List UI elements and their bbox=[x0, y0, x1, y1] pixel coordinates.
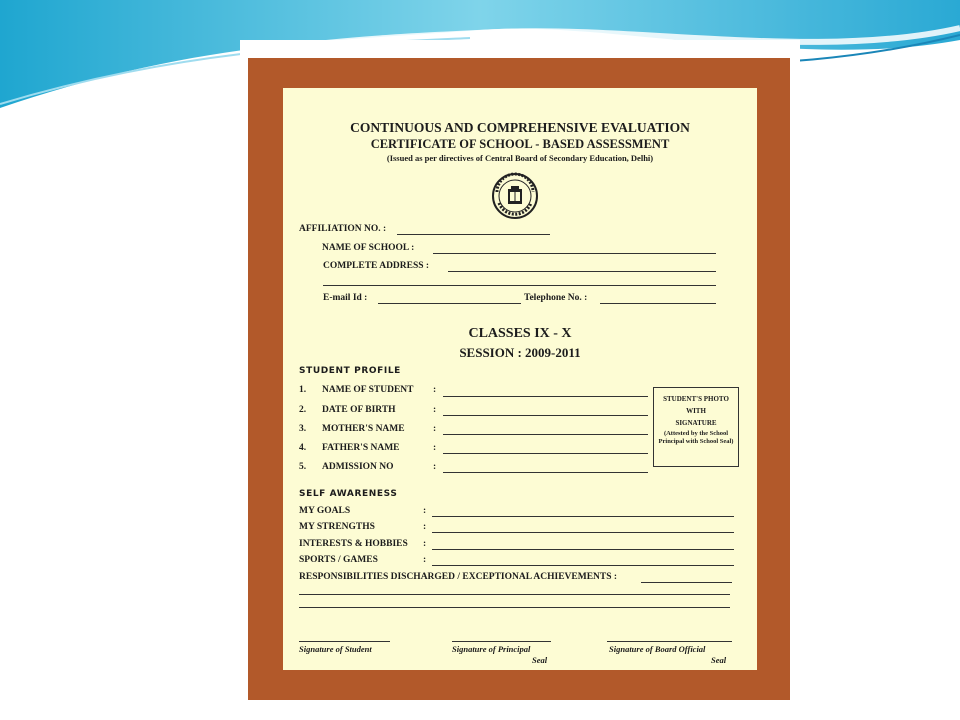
telephone-label: Telephone No. : bbox=[524, 293, 588, 303]
student-profile-heading: STUDENT PROFILE bbox=[299, 366, 401, 376]
principal-signature-label: Signature of Principal bbox=[452, 644, 531, 654]
responsibilities-label: RESPONSIBILITIES DISCHARGED / EXCEPTIONAL ACHIEVEMENTS : bbox=[299, 572, 618, 582]
mothers-name-line[interactable] bbox=[443, 434, 648, 435]
field-colon: : bbox=[423, 539, 427, 549]
issuing-note: (Issued as per directives of Central Board of Secondary Education, Delhi) bbox=[386, 153, 654, 163]
field-number: 3. bbox=[299, 424, 307, 434]
field-colon: : bbox=[433, 443, 437, 453]
field-colon: : bbox=[423, 555, 427, 565]
self-awareness-heading: SELF AWARENESS bbox=[299, 489, 398, 499]
session-heading: SESSION : 2009-2011 bbox=[459, 345, 581, 360]
field-colon: : bbox=[433, 424, 437, 434]
student-signature-label: Signature of Student bbox=[299, 644, 372, 654]
field-number: 4. bbox=[299, 443, 307, 453]
photo-box-line2: WITH bbox=[686, 407, 706, 415]
certificate-title: CONTINUOUS AND COMPREHENSIVE EVALUATION bbox=[350, 120, 690, 135]
telephone-line[interactable] bbox=[600, 303, 716, 304]
my-strengths-line[interactable] bbox=[432, 532, 734, 533]
school-name-label: NAME OF SCHOOL : bbox=[322, 243, 415, 253]
responsibilities-line-3[interactable] bbox=[299, 607, 730, 608]
address-line-1[interactable] bbox=[448, 271, 716, 272]
email-label: E-mail Id : bbox=[323, 293, 368, 303]
principal-seal-label: Seal bbox=[532, 655, 548, 665]
field-number: 1. bbox=[299, 385, 307, 395]
field-number: 2. bbox=[299, 405, 307, 415]
date-of-birth-line[interactable] bbox=[443, 415, 648, 416]
sports-games-line[interactable] bbox=[432, 565, 734, 566]
classes-heading: CLASSES IX - X bbox=[468, 326, 572, 341]
date-of-birth-label: DATE OF BIRTH bbox=[322, 405, 396, 415]
board-signature-label: Signature of Board Official bbox=[609, 644, 706, 654]
student-photo-box[interactable] bbox=[653, 387, 739, 467]
student-name-label: NAME OF STUDENT bbox=[322, 385, 414, 395]
field-colon: : bbox=[423, 522, 427, 532]
affiliation-line[interactable] bbox=[397, 234, 550, 235]
interests-hobbies-line[interactable] bbox=[432, 549, 734, 550]
address-line-2[interactable] bbox=[323, 285, 716, 286]
my-strengths-label: MY STRENGTHS bbox=[299, 522, 375, 532]
fathers-name-label: FATHER'S NAME bbox=[322, 443, 400, 453]
field-number: 5. bbox=[299, 462, 307, 472]
admission-no-label: ADMISSION NO bbox=[322, 462, 394, 472]
certificate-subtitle: CERTIFICATE OF SCHOOL - BASED ASSESSMENT bbox=[370, 137, 670, 151]
principal-signature-line[interactable] bbox=[452, 641, 551, 642]
field-colon: : bbox=[433, 462, 437, 472]
photo-box-note: (Attested by the School Principal with School Seal) bbox=[658, 430, 734, 445]
student-signature-line[interactable] bbox=[299, 641, 390, 642]
admission-no-line[interactable] bbox=[443, 472, 648, 473]
address-label: COMPLETE ADDRESS : bbox=[323, 261, 430, 271]
responsibilities-line-1[interactable] bbox=[641, 582, 732, 583]
field-colon: : bbox=[433, 385, 437, 395]
photo-box-line1: STUDENT'S PHOTO bbox=[663, 395, 729, 403]
student-name-line[interactable] bbox=[443, 396, 648, 397]
sports-games-label: SPORTS / GAMES bbox=[299, 555, 378, 565]
photo-box-line3: SIGNATURE bbox=[675, 419, 717, 427]
responsibilities-line-2[interactable] bbox=[299, 594, 730, 595]
fathers-name-line[interactable] bbox=[443, 453, 648, 454]
affiliation-label: AFFILIATION NO. : bbox=[299, 224, 387, 234]
field-colon: : bbox=[423, 506, 427, 516]
my-goals-label: MY GOALS bbox=[299, 506, 351, 516]
field-colon: : bbox=[433, 405, 437, 415]
board-signature-line[interactable] bbox=[607, 641, 732, 642]
cbse-emblem-icon bbox=[491, 172, 539, 220]
my-goals-line[interactable] bbox=[432, 516, 734, 517]
board-seal-label: Seal bbox=[711, 655, 727, 665]
mothers-name-label: MOTHER'S NAME bbox=[322, 424, 405, 434]
interests-hobbies-label: INTERESTS & HOBBIES bbox=[299, 539, 408, 549]
email-line[interactable] bbox=[378, 303, 521, 304]
school-name-line[interactable] bbox=[433, 253, 716, 254]
